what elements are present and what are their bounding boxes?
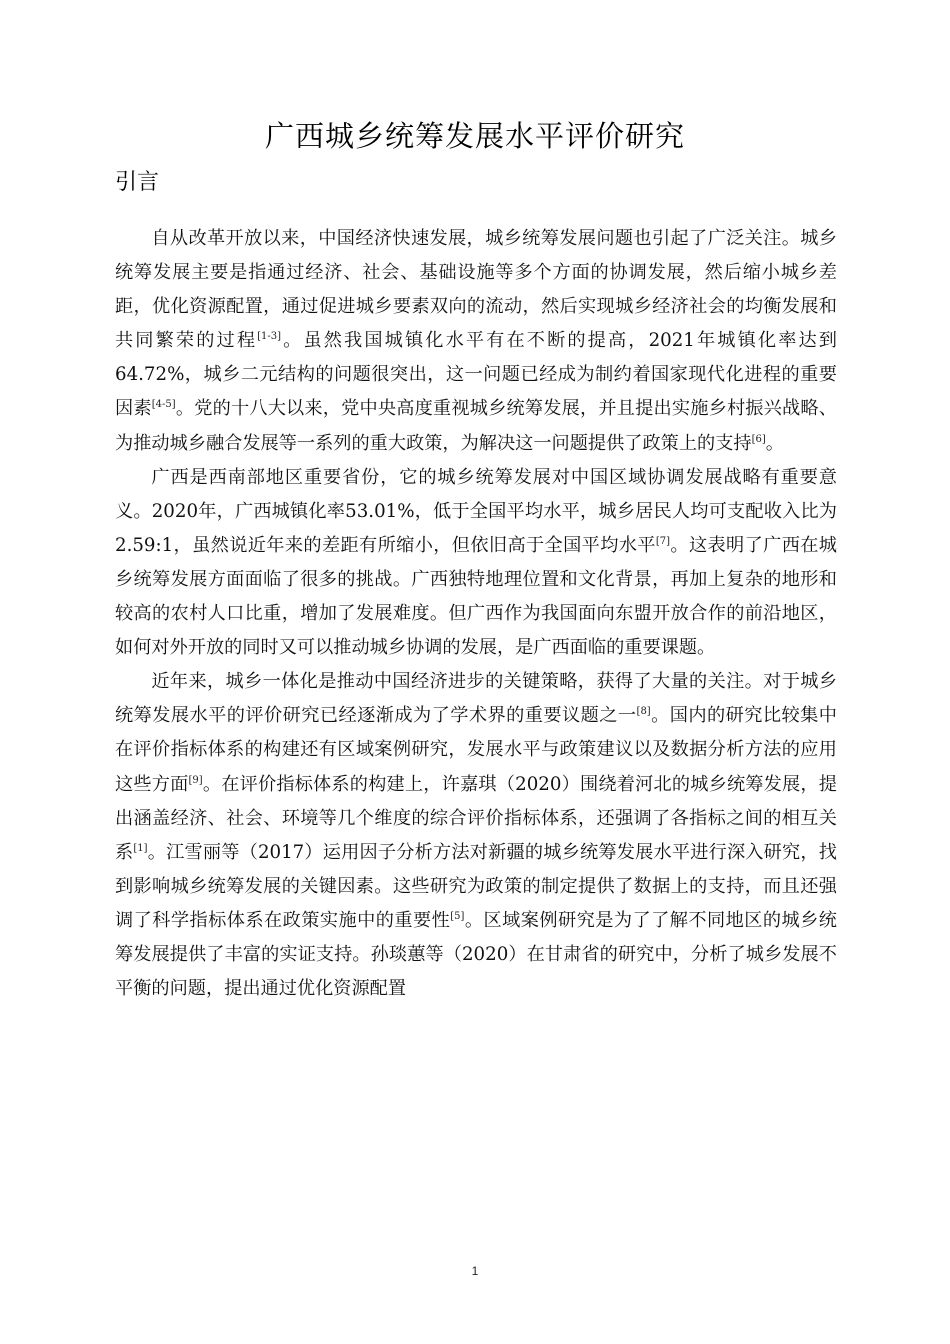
citation-reference: [9] bbox=[188, 774, 203, 786]
paragraph-text: 广西是西南部地区重要省份，它的城乡统筹发展对中国区域协调发展战略有重要意义。2020年，广西城镇化率53.01%，低于全国平均水平，城乡居民人均可支配收入比为2.59:1，虽然说近年来的差距有所缩小，但依旧高于全国平均水平 bbox=[115, 466, 837, 556]
citation-reference: [4-5] bbox=[151, 399, 176, 411]
paragraph-text: 。 bbox=[765, 432, 784, 454]
paragraph bbox=[115, 222, 837, 461]
page-number: 1 bbox=[471, 1264, 479, 1278]
paragraph bbox=[115, 461, 837, 666]
paragraph-text: 自从改革开放以来，中国经济快速发展，城乡统筹发展问题也引起了广泛关注。城乡统筹发展主要是指通过经济、社会、基础设施等多个方面的协调发展，然后缩小城乡差距，优化资源配置，通过促进城乡要素双向的流动，然后实现城乡经济社会的均衡发展和共同繁荣的过程 bbox=[115, 228, 837, 352]
paragraph-text: 。党的十八大以来，党中央高度重视城乡统筹发展，并且提出实施乡村振兴战略、为推动城乡融合发展等一系列的重大政策，为解决这一问题提供了政策上的支持 bbox=[115, 398, 837, 454]
paragraph-text: 。虽然我国城镇化水平有在不断的提高，2021年城镇化率达到64.72%，城乡二元结构的问题很突出，这一问题已经成为制约着国家现代化进程的重要因素 bbox=[115, 330, 837, 420]
document-title: 广西城乡统筹发展水平评价研究 bbox=[264, 119, 685, 153]
paragraph-text: 近年来，城乡一体化是推动中国经济进步的关键策略，获得了大量的关注。对于城乡统筹发展水平的评价研究已经逐渐成为了学术界的重要议题之一 bbox=[115, 671, 837, 727]
paragraph-text: 。在评价指标体系的构建上，许嘉琪（2020）围绕着河北的城乡统筹发展，提出涵盖经济、社会、环境等几个维度的综合评价指标体系，还强调了各指标之间的相互关系 bbox=[115, 773, 837, 863]
citation-reference: [7] bbox=[655, 535, 671, 547]
paragraph-text: 。这表明了广西在城乡统筹发展方面面临了很多的挑战。广西独特地理位置和文化背景，再加上复杂的地形和较高的农村人口比重，增加了发展难度。但广西作为我国面向东盟开放合作的前沿地区，如何对外开放的同时又可以推动城乡协调的发展，是广西面临的重要课题。 bbox=[115, 534, 837, 659]
citation-reference: [6] bbox=[751, 433, 766, 445]
section-heading: 引言 bbox=[115, 170, 160, 195]
body-text bbox=[115, 222, 837, 1006]
paragraph-text: 。江雪丽等（2017）运用因子分析方法对新疆的城乡统筹发展水平进行深入研究，找到影响城乡统筹发展的关键因素。这些研究为政策的制定提供了数据上的支持，而且还强调了科学指标体系在政策实施中的重要性 bbox=[115, 841, 837, 931]
paragraph-text: 。国内的研究比较集中在评价指标体系的构建还有区域案例研究，发展水平与政策建议以及数据分析方法的应用这些方面 bbox=[115, 705, 837, 795]
citation-reference: [1] bbox=[133, 842, 148, 854]
citation-reference: [5] bbox=[450, 910, 465, 922]
paragraph bbox=[115, 665, 837, 1006]
citation-reference: [1-3] bbox=[257, 331, 282, 343]
citation-reference: [8] bbox=[636, 706, 651, 718]
paragraph-text: 。区域案例研究是为了了解不同地区的城乡统筹发展提供了丰富的实证支持。孙琰蕙等（2020）在甘肃省的研究中，分析了城乡发展不平衡的问题，提出通过优化资源配置 bbox=[115, 909, 837, 1000]
